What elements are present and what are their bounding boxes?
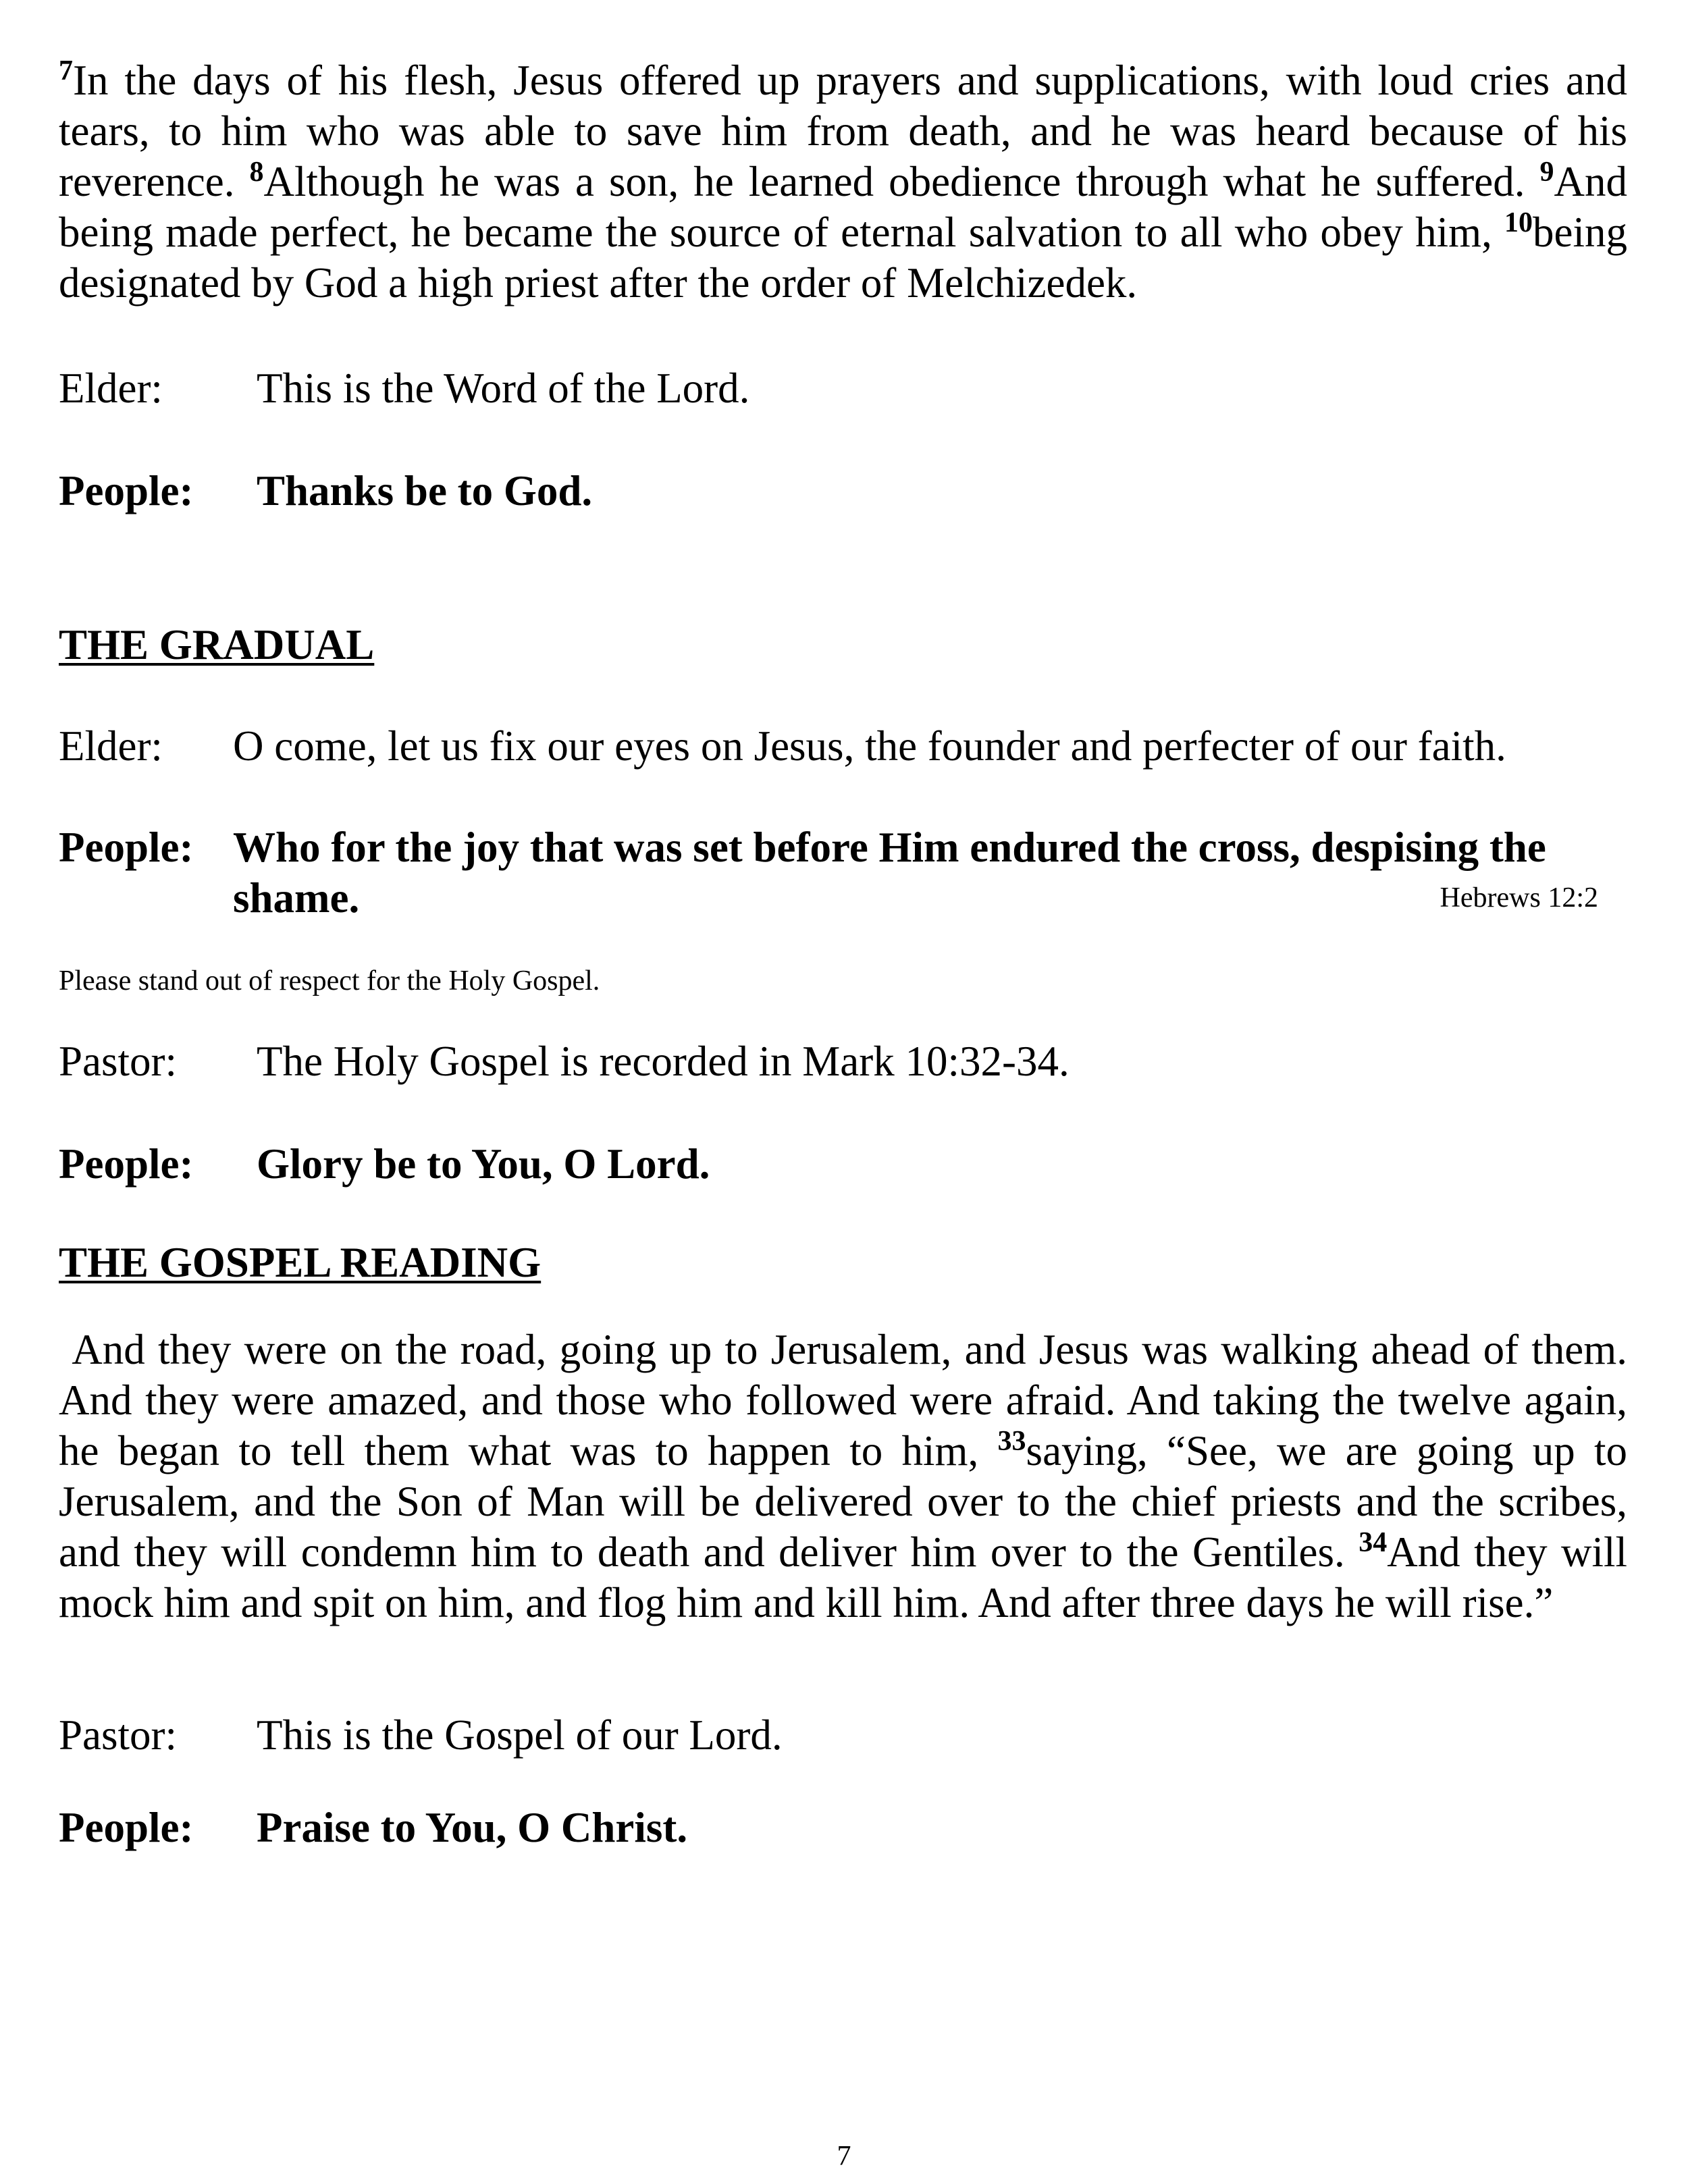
gradual-heading: THE GRADUAL <box>59 621 375 668</box>
people-response-line <box>59 466 1627 516</box>
verse-7-text: In the days of his flesh, Jesus offered up prayers and supplications, with loud cries and tears, to him who was able to save him from death, and he was heard because of his reverence. <box>59 57 1627 205</box>
elder-label: Elder: <box>59 365 163 412</box>
gospel-reading-paragraph <box>59 1325 1627 1628</box>
epistle-reading-paragraph <box>59 55 1627 309</box>
pastor-label: Pastor: <box>59 1038 178 1085</box>
people-praise-line <box>59 1803 1627 1853</box>
verse-number-7: 7 <box>59 55 73 86</box>
verse-number-10: 10 <box>1504 207 1533 238</box>
people-label: People: <box>59 467 194 514</box>
elder-label: Elder: <box>59 722 163 770</box>
people-label: People: <box>59 1140 194 1188</box>
elder-text: This is the Word of the Lord. <box>257 365 750 412</box>
verse-number-34: 34 <box>1359 1527 1388 1558</box>
gospel-text-part-1: And they were on the road, going up to Jerusalem, and Jesus was walking ahead of them. And they were amazed, and those who followed were afraid. And taking the twelve again, he began to tell them what was to happen to him, <box>59 1326 1627 1474</box>
pastor-text: This is the Gospel of our Lord. <box>257 1711 783 1759</box>
elder-response-line <box>59 363 1627 414</box>
elder-text: O come, let us fix our eyes on Jesus, the founder and perfecter of our faith. <box>233 722 1506 770</box>
people-glory-line <box>59 1139 1627 1190</box>
people-text: Who for the joy that was set before Him endured the cross, despising the shame. <box>233 824 1546 922</box>
verse-number-8: 8 <box>249 157 264 188</box>
pastor-announcement-line <box>59 1036 1627 1087</box>
page-number: 7 <box>837 2141 851 2172</box>
verse-8-text: Although he was a son, he learned obedience through what he suffered. <box>263 158 1525 205</box>
gospel-text-part-3: And they will mock him and spit on him, and flog him and kill him. And after three days he will rise.” <box>59 1528 1627 1626</box>
gospel-heading: THE GOSPEL READING <box>59 1239 542 1286</box>
verse-number-33: 33 <box>997 1426 1026 1457</box>
scripture-citation: Hebrews 12:2 <box>1440 882 1598 913</box>
people-label: People: <box>59 1804 194 1851</box>
gospel-text-part-2: saying, “See, we are going up to Jerusalem, and the Son of Man will be delivered over to the chief priests and the scribes, and they will condemn him to death and deliver him over to the Gentiles. <box>59 1427 1628 1576</box>
verse-10-text: being designated by God a high priest after the order of Melchizedek. <box>59 209 1628 307</box>
people-text: Glory be to You, O Lord. <box>257 1140 710 1188</box>
people-text: Thanks be to God. <box>257 467 593 514</box>
people-label: People: <box>59 824 194 871</box>
pastor-text: The Holy Gospel is recorded in Mark 10:32-34. <box>257 1038 1070 1085</box>
pastor-label: Pastor: <box>59 1711 178 1759</box>
stand-instruction: Please stand out of respect for the Holy Gospel. <box>59 965 600 996</box>
pastor-closing-line <box>59 1710 1627 1761</box>
gradual-people-line <box>59 822 1627 924</box>
gradual-elder-line <box>59 721 1627 772</box>
people-text: Praise to You, O Christ. <box>257 1804 688 1851</box>
people-text-wrap <box>233 822 1627 924</box>
verse-number-9: 9 <box>1539 157 1554 188</box>
verse-9-text: And being made perfect, he became the source of eternal salvation to all who obey him, <box>59 158 1627 256</box>
